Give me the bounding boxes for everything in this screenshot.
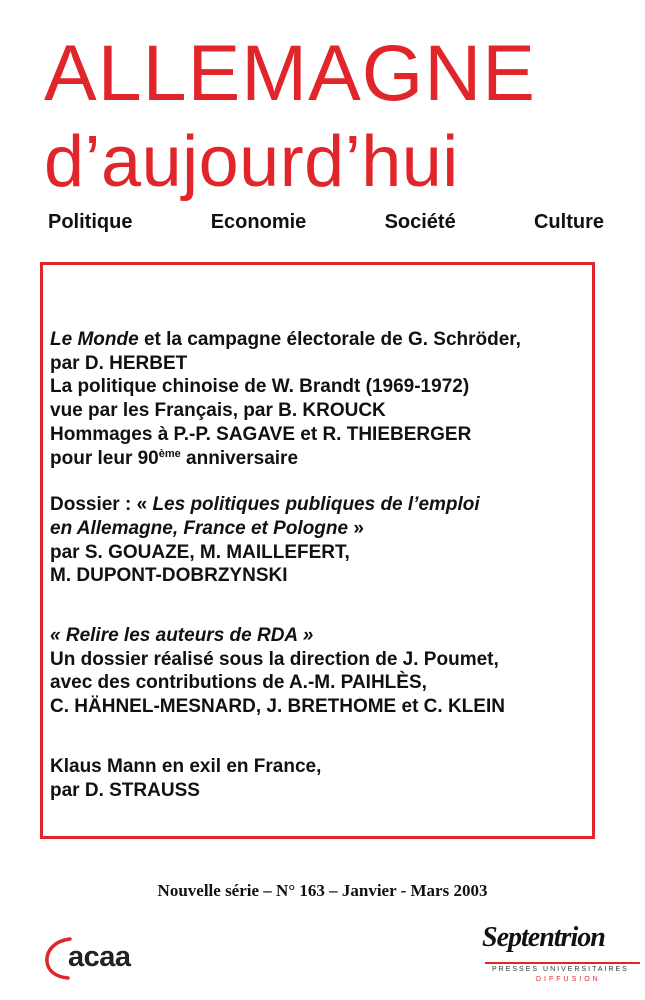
dossier1-title-line2: en Allemagne, France et Pologne (50, 517, 349, 539)
dossier2-title: « Relire les auteurs de RDA » (50, 625, 314, 647)
article-le-monde (50, 328, 595, 470)
article-klaus-mann (50, 755, 595, 802)
article1-title: et la campagne électorale de G. Schröder, (138, 329, 521, 350)
article3-line2-pre: pour leur 90 (50, 447, 159, 469)
dossier2-line1: Un dossier réalisé sous la direction de J. Poumet, (50, 648, 499, 670)
dossier1-authors-line2: M. DUPONT-DOBRZYNSKI (50, 565, 288, 587)
septentrion-logo (482, 922, 642, 988)
article3-line2-post: anniversaire (180, 447, 299, 469)
dossier1-close: » (348, 517, 364, 539)
subject-list (48, 211, 604, 234)
septentrion-subtitle: PRESSES UNIVERSITAIRES (492, 966, 629, 973)
article1-author: par D. HERBET (50, 352, 188, 374)
dossier1-authors-line1: par S. GOUAZE, M. MAILLEFERT, (50, 541, 350, 563)
dossier1-title-line1: Les politiques publiques de l’emploi (152, 494, 480, 516)
article1-title-italic: Le Monde (50, 329, 139, 350)
issue-info: Nouvelle série – N° 163 – Janvier - Mars 2003 (157, 881, 488, 900)
article3-line1: Hommages à P.-P. SAGAVE et R. THIEBERGER (50, 423, 472, 445)
article3-line2 (50, 447, 595, 471)
subject-politique: Politique (48, 211, 133, 233)
acaa-logo-text: acaa (68, 941, 131, 973)
subject-economie: Economie (210, 211, 307, 233)
article3-sup: ème (158, 447, 181, 460)
magazine-title-line1: ALLEMAGNE (44, 28, 536, 117)
article2-line2: vue par les Français, par B. KROUCK (50, 400, 386, 422)
article2-line1: La politique chinoise de W. Brandt (1969-1972) (50, 376, 470, 398)
dossier2-line2: avec des contributions de A.-M. PAIHLÈS, (50, 672, 427, 694)
table-of-contents (50, 328, 595, 825)
dossier-rda (50, 624, 595, 719)
acaa-logo (40, 935, 140, 980)
dossier2-line3: C. HÄHNEL-MESNARD, J. BRETHOME et C. KLEIN (50, 696, 505, 718)
dossier1-prefix: Dossier : « (50, 494, 153, 516)
magazine-title-line2: d’aujourd’hui (44, 122, 459, 202)
septentrion-rule (485, 962, 640, 964)
dossier-emploi (50, 493, 595, 588)
article4-line1: Klaus Mann en exil en France, (50, 755, 322, 777)
article4-line2: par D. STRAUSS (50, 779, 200, 801)
septentrion-logo-text: Septentrion (482, 922, 605, 953)
septentrion-diffusion: DIFFUSION (536, 976, 601, 983)
subject-societe: Société (384, 211, 456, 233)
subject-culture: Culture (533, 211, 604, 233)
